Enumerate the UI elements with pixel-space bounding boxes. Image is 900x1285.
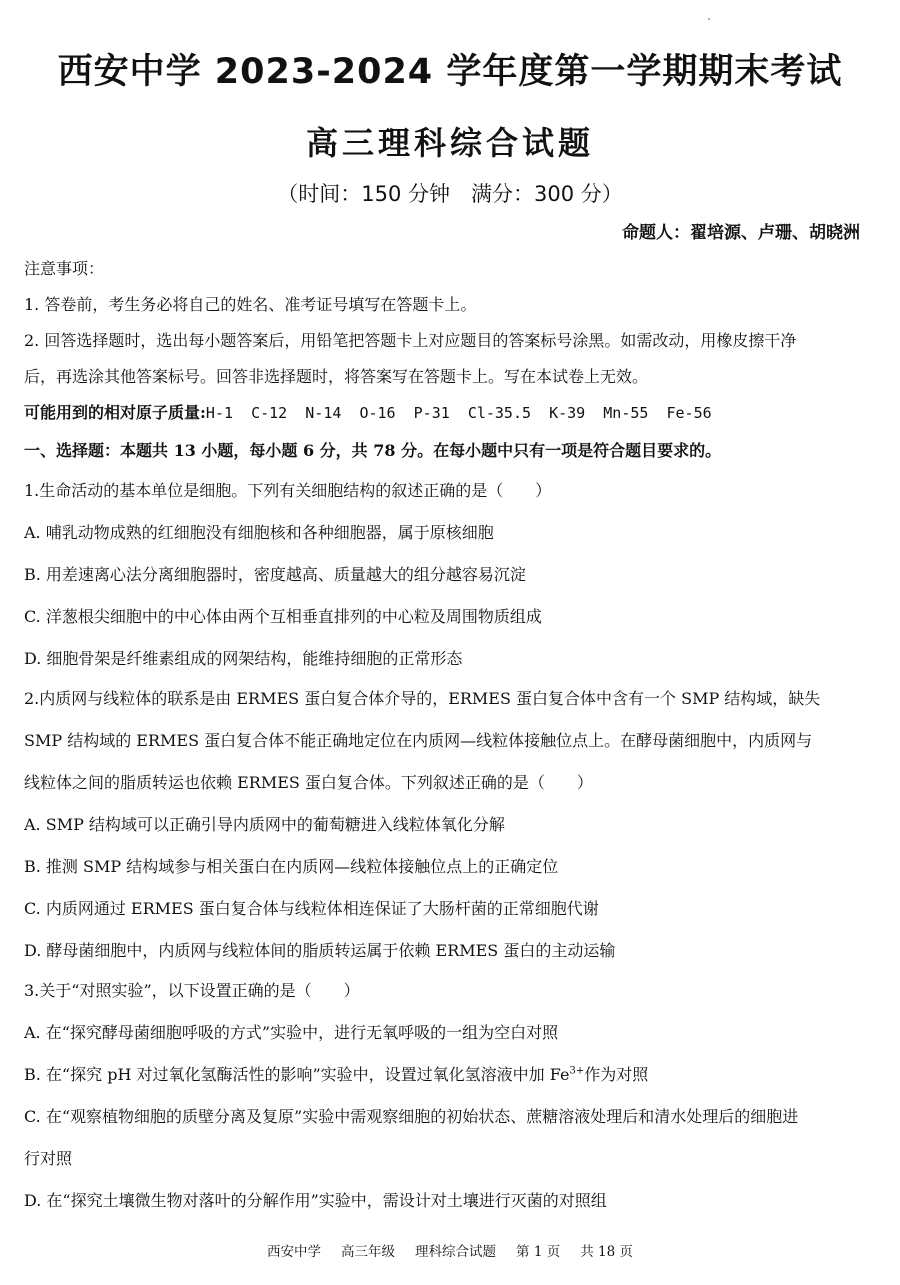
scan-dot [708, 18, 710, 20]
footer-grade: 高三年级 [341, 1244, 396, 1260]
notice-item-1: 1. 答卷前，考生务必将自己的姓名、准考证号填写在答题卡上。 [24, 295, 477, 314]
exam-title: 西安中学 2023-2024 学年度第一学期期末考试 [57, 52, 843, 92]
exam-subtitle: 高三理科综合试题 [305, 124, 594, 162]
q2-stem-line-1: 2.内质网与线粒体的联系是由 ERMES 蛋白复合体介导的，ERMES 蛋白复合体中含有一个 SMP 结构域，缺失 [24, 689, 821, 708]
q1-option-c: C. 洋葱根尖细胞中的中心体由两个互相垂直排列的中心粒及周围物质组成 [24, 607, 542, 626]
q3-option-b [24, 1062, 648, 1085]
q3-option-c-line-2: 行对照 [24, 1149, 73, 1168]
footer-total: 共 18 页 [580, 1244, 633, 1260]
footer-subject: 理科综合试题 [415, 1244, 497, 1260]
q3-option-b-text: B. 在“探究 pH 对过氧化氢酶活性的影响”实验中，设置过氧化氢溶液中加 Fe [24, 1065, 570, 1084]
q3-option-b-charge: 3+ [569, 1065, 585, 1077]
section-heading: 一、选择题：本题共 13 小题，每小题 6 分，共 78 分。在每小题中只有一项是符合题目要求的。 [24, 441, 722, 460]
q3-option-d: D. 在“探究土壤微生物对落叶的分解作用”实验中，需设计对土壤进行灭菌的对照组 [24, 1191, 607, 1210]
footer-school: 西安中学 [267, 1244, 322, 1260]
q3-option-a: A. 在“探究酵母菌细胞呼吸的方式”实验中，进行无氧呼吸的一组为空白对照 [24, 1023, 559, 1042]
q3-option-b-text-end: 作为对照 [584, 1065, 649, 1084]
q2-option-a: A. SMP 结构域可以正确引导内质网中的葡萄糖进入线粒体氧化分解 [24, 815, 505, 834]
q2-option-d: D. 酵母菌细胞中，内质网与线粒体间的脂质转运属于依赖 ERMES 蛋白的主动运输 [24, 941, 616, 960]
time-score: （时间：150 分钟 满分：300 分） [277, 182, 623, 206]
notice-heading: 注意事项： [24, 259, 105, 278]
q1-option-d: D. 细胞骨架是纤维素组成的网架结构，能维持细胞的正常形态 [24, 649, 463, 668]
atomic-masses [24, 400, 712, 423]
q1-option-a: A. 哺乳动物成熟的红细胞没有细胞核和各种细胞器，属于原核细胞 [24, 523, 494, 542]
q3-stem: 3.关于“对照实验”，以下设置正确的是（ ） [24, 981, 360, 1000]
notice-item-2-line-2: 后，再选涂其他答案标号。回答非选择题时，将答案写在答题卡上。写在本试卷上无效。 [24, 367, 649, 386]
q2-stem-line-2: SMP 结构域的 ERMES 蛋白复合体不能正确地定位在内质网—线粒体接触位点上。在酵母菌细胞中，内质网与 [24, 731, 813, 750]
q2-stem-line-3: 线粒体之间的脂质转运也依赖 ERMES 蛋白复合体。下列叙述正确的是（ ） [24, 773, 593, 792]
q3-option-c-line-1: C. 在“观察植物细胞的质壁分离及复原”实验中需观察细胞的初始状态、蔗糖溶液处理后和清水处理后的细胞进 [24, 1107, 799, 1126]
authors: 命题人：翟培源、卢珊、胡晓洲 [622, 223, 860, 243]
q2-option-c: C. 内质网通过 ERMES 蛋白复合体与线粒体相连保证了大肠杆菌的正常细胞代谢 [24, 899, 599, 918]
q1-stem: 1.生命活动的基本单位是细胞。下列有关细胞结构的叙述正确的是（ ） [24, 481, 552, 500]
q1-option-b: B. 用差速离心法分离细胞器时，密度越高、质量越大的组分越容易沉淀 [24, 565, 526, 584]
atomic-masses-label: 可能用到的相对原子质量: [24, 403, 206, 422]
atomic-masses-values: H-1 C-12 N-14 O-16 P-31 Cl-35.5 K-39 Mn-55 Fe-56 [205, 404, 712, 422]
notice-item-2-line-1: 2. 回答选择题时，选出每小题答案后，用铅笔把答题卡上对应题目的答案标号涂黑。如需改动，用橡皮擦干净 [24, 331, 797, 350]
q2-option-b: B. 推测 SMP 结构域参与相关蛋白在内质网—线粒体接触位点上的正确定位 [24, 857, 559, 876]
page-footer [0, 1240, 900, 1260]
footer-page: 第 1 页 [516, 1244, 561, 1260]
